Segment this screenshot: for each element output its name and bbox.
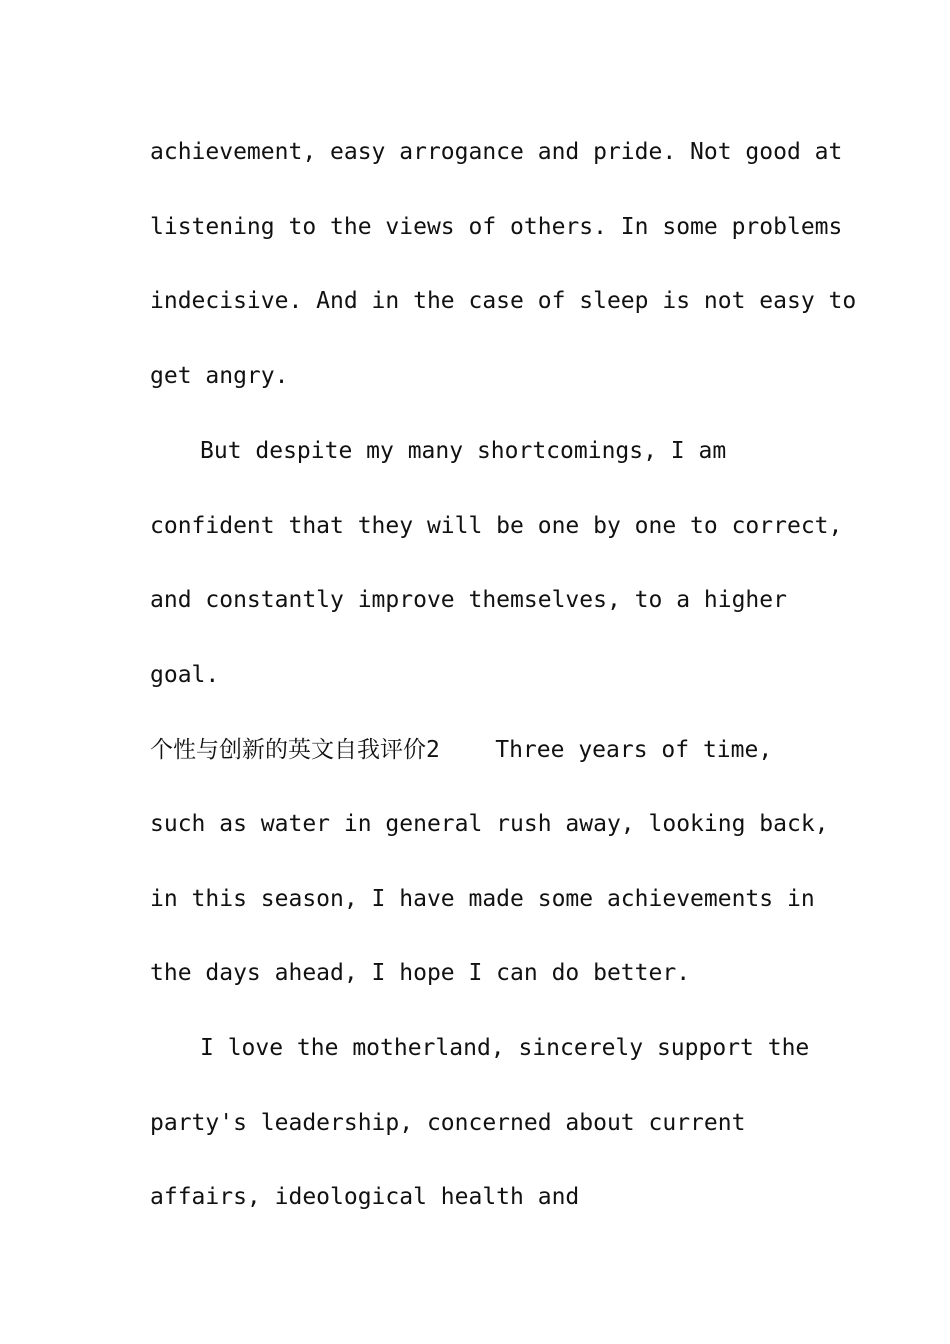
section-heading-line: 个性与创新的英文自我评价2 Three years of time,: [150, 737, 773, 763]
text-line: affairs, ideological health and: [150, 1184, 580, 1210]
text-line: listening to the views of others. In some problems: [150, 214, 843, 240]
text-line: such as water in general rush away, looking back,: [150, 811, 829, 837]
text-line: achievement, easy arrogance and pride. Not good at: [150, 139, 843, 165]
text-line: the days ahead, I hope I can do better.: [150, 960, 691, 986]
paragraph-start-line: I love the motherland, sincerely support the: [200, 1035, 810, 1061]
text-line: party's leadership, concerned about current: [150, 1110, 746, 1136]
text-line: and constantly improve themselves, to a higher: [150, 587, 787, 613]
paragraph-start-line: But despite my many shortcomings, I am: [200, 438, 727, 464]
text-line: confident that they will be one by one to correct,: [150, 513, 843, 539]
text-line: get angry.: [150, 363, 289, 389]
text-line: goal.: [150, 662, 220, 688]
text-line: in this season, I have made some achievements in: [150, 886, 815, 912]
text-line: indecisive. And in the case of sleep is not easy to: [150, 288, 857, 314]
